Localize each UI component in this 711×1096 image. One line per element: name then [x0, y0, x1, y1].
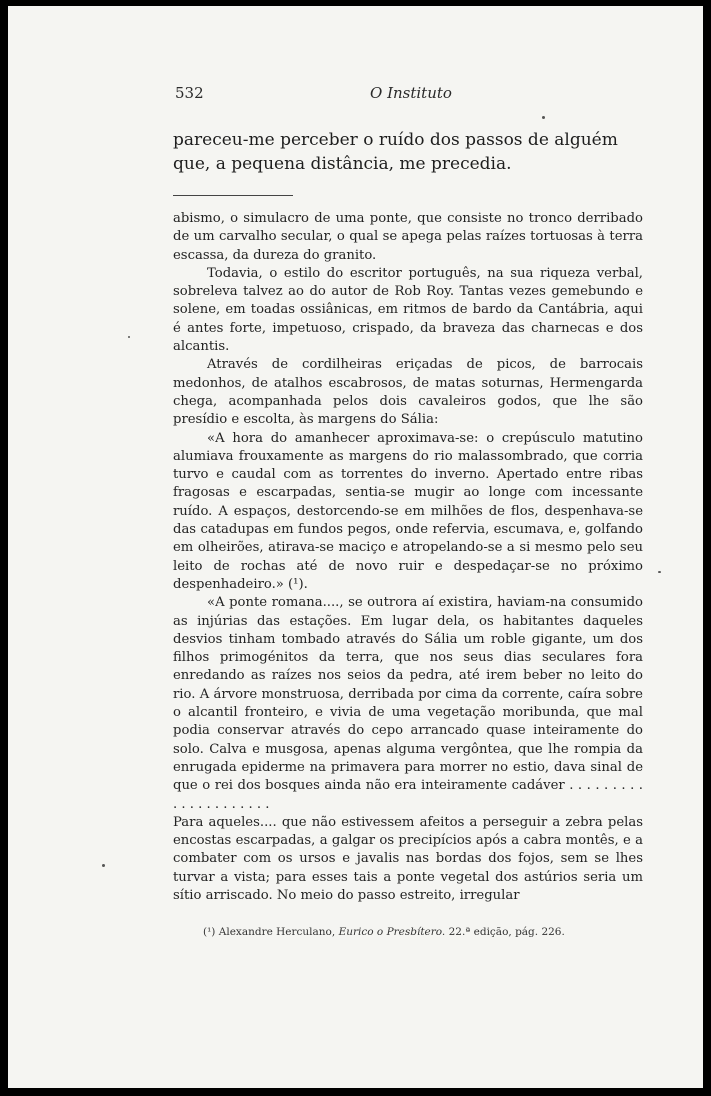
footnote-edition: 22.ª edição, pág. 226.	[448, 926, 565, 938]
paragraph: «A ponte romana...., se outrora aí existira, haviam-na consumido as injúrias das estações. Em lugar dela, os habitantes daqueles desvios tinham tombado através do Sália um roble gigante, um dos filhos primogénitos da terra, que nos seus dias seculares fora enredando as raízes nos seios da pedra, até irem beber no leito do rio. A árvore monstruosa, derribada por cima da corrente, caíra sobre o alcantil fronteiro, e vivia de uma vegetação moribunda, que mal podia conservar através do cepo arrancado quase inteiramente do solo. Calva e musgosa, apenas alguma vergôntea, que lhe rompia da enrugada epiderme na primavera para morrer no estio, dava sinal de que o rei dos bosques ainda não era inteiramente cadáver . . . . . . . . . . . . . . . . . . . . .	[173, 595, 643, 812]
paragraph: abismo, o simulacro de uma ponte, que consiste no tronco derribado de um carvalho secular, o qual se apega pelas raízes tortuosas à terra escassa, da dureza do granito.	[173, 211, 643, 263]
running-title: O Instituto	[370, 84, 452, 102]
section-divider	[173, 195, 293, 196]
print-speck	[128, 336, 130, 338]
page-header	[8, 84, 703, 104]
print-speck	[658, 571, 661, 573]
paragraph: Para aqueles.... que não estivessem afeitos a perseguir a zebra pelas encostas escarpadas, a galgar os precipícios após a cabra montês, e a combater com os ursos e javalis nas bordas dos fojos, sem se lhes turvar a vista; para esses tais a ponte vegetal dos astúrios seria um sítio arriscado. No meio do passo estreito, irregular	[173, 814, 643, 903]
book-page	[8, 6, 703, 1088]
body-text	[173, 210, 643, 905]
intro-paragraph: pareceu-me perceber o ruído dos passos de alguém que, a pequena distância, me precedia.	[173, 130, 618, 174]
paragraph: «A hora do amanhecer aproximava-se: o crepúsculo matutino alumiava frouxamente as margens do rio malassombrado, que corria turvo e caudal com as torrentes do inverno. Apertado entre ribas fragosas e escarpadas, sentia-se mugir ao longe com incessante ruído. A espaços, destorcendo-se em milhões de flos, despenhava-se das catadupas em fundos pegos, onde refervia, escumava, e, golfando em olheirões, atirava-se maciço e atropelando-se a si mesmo pelo seu leito de rochas até de novo ruir e despedaçar-se no próximo despenhadeiro.» (¹).	[173, 430, 643, 592]
paragraph: Através de cordilheiras eriçadas de picos, de barrocais medonhos, de atalhos escabrosos, de matas soturnas, Hermengarda chega, acompanhada pelos dois cavaleiros godos, que lhe são presídio e escolta, às margens do Sália:	[173, 357, 643, 428]
footnote-marker: (¹)	[203, 926, 216, 938]
paragraph: Todavia, o estilo do escritor português, na sua riqueza verbal, sobreleva talvez ao do autor de Rob Roy. Tantas vezes gemebundo e solene, em toadas ossiânicas, em ritmos de bardo da Cantábria, aqui é antes forte, impetuoso, crispado, da braveza das charnecas e dos alcantis.	[173, 265, 643, 355]
footnote-work: Eurico o Presbítero.	[338, 926, 446, 938]
print-speck	[102, 864, 105, 867]
footnote	[203, 926, 623, 938]
page-number: 532	[175, 84, 204, 102]
print-speck	[542, 116, 545, 119]
footnote-author: Alexandre Herculano,	[218, 926, 336, 938]
